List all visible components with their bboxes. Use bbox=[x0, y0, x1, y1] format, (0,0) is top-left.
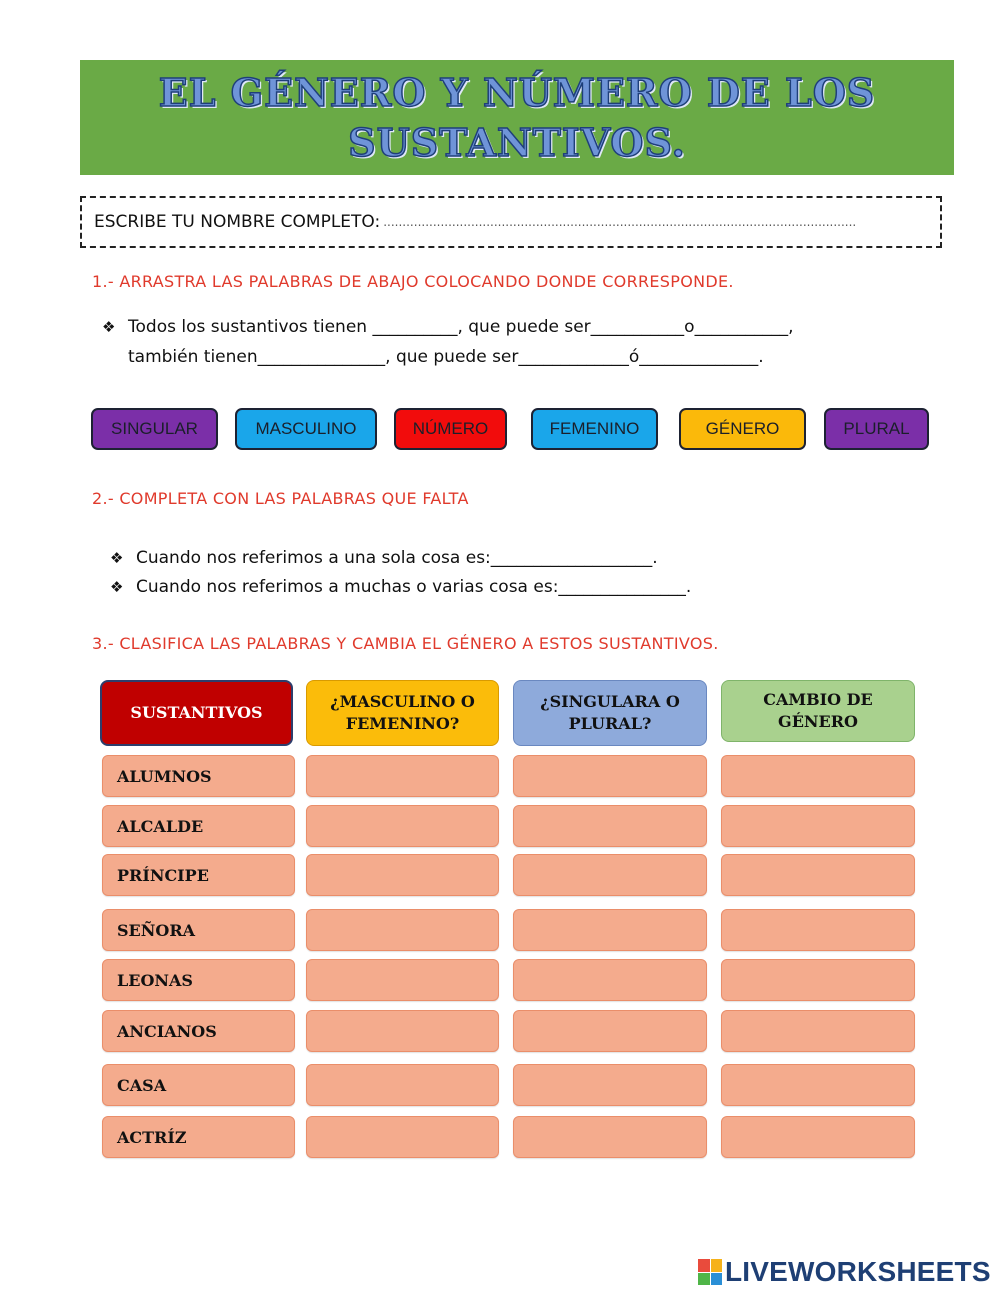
header-cambio-genero: CAMBIO DE GÉNERO bbox=[721, 680, 915, 742]
number-answer-cell[interactable] bbox=[513, 805, 707, 847]
instruction-1: 1.- ARRASTRA LAS PALABRAS DE ABAJO COLOCANDO DONDE CORRESPONDE. bbox=[92, 272, 734, 291]
diamond-bullet-icon: ❖ bbox=[110, 549, 124, 567]
word-chip-genero[interactable]: GÉNERO bbox=[679, 408, 806, 450]
number-answer-cell[interactable] bbox=[513, 959, 707, 1001]
word-chip-numero[interactable]: NÚMERO bbox=[394, 408, 507, 450]
badge-square bbox=[711, 1259, 723, 1272]
fill-line-1-text: Todos los sustantivos tienen __________, que puede ser___________o___________, bbox=[128, 317, 794, 337]
gender-answer-cell[interactable] bbox=[306, 1010, 499, 1052]
word-chip-femenino[interactable]: FEMENINO bbox=[531, 408, 658, 450]
instruction-3: 3.- CLASIFICA LAS PALABRAS Y CAMBIA EL GÉNERO A ESTOS SUSTANTIVOS. bbox=[92, 634, 719, 653]
gender-change-answer-cell[interactable] bbox=[721, 959, 915, 1001]
noun-cell: ACTRÍZ bbox=[102, 1116, 295, 1158]
number-answer-cell[interactable] bbox=[513, 1064, 707, 1106]
title-line-2: SUSTANTIVOS. bbox=[348, 119, 686, 165]
noun-cell: PRÍNCIPE bbox=[102, 854, 295, 896]
word-chip-singular[interactable]: SINGULAR bbox=[91, 408, 218, 450]
gender-answer-cell[interactable] bbox=[306, 755, 499, 797]
name-field[interactable] bbox=[80, 196, 942, 248]
gender-change-answer-cell[interactable] bbox=[721, 909, 915, 951]
title-line-1: EL GÉNERO Y NÚMERO DE LOS bbox=[158, 69, 876, 115]
gender-answer-cell[interactable] bbox=[306, 854, 499, 896]
gender-answer-cell[interactable] bbox=[306, 1064, 499, 1106]
liveworksheets-logo bbox=[698, 1256, 991, 1288]
title-banner bbox=[80, 60, 954, 175]
number-answer-cell[interactable] bbox=[513, 755, 707, 797]
diamond-bullet-icon: ❖ bbox=[102, 318, 116, 336]
noun-cell: LEONAS bbox=[102, 959, 295, 1001]
fill-item-2 bbox=[110, 572, 691, 602]
header-singular-plural: ¿SINGULARA O PLURAL? bbox=[513, 680, 707, 746]
instruction-2: 2.- COMPLETA CON LAS PALABRAS QUE FALTA bbox=[92, 489, 469, 508]
gender-change-answer-cell[interactable] bbox=[721, 1064, 915, 1106]
gender-change-answer-cell[interactable] bbox=[721, 854, 915, 896]
gender-answer-cell[interactable] bbox=[306, 959, 499, 1001]
gender-answer-cell[interactable] bbox=[306, 909, 499, 951]
brand-name: LIVEWORKSHEETS bbox=[725, 1256, 991, 1287]
liveworksheets-badge-icon bbox=[698, 1259, 722, 1285]
diamond-bullet-icon: ❖ bbox=[110, 578, 124, 596]
fill-line-2-text: también tienen_______________, que puede ser_____________ó______________. bbox=[128, 347, 764, 367]
number-answer-cell[interactable] bbox=[513, 854, 707, 896]
fill-item-1 bbox=[110, 543, 658, 573]
fill-item-1-text: Cuando nos referimos a una sola cosa es:___________________. bbox=[136, 548, 658, 568]
noun-cell: SEÑORA bbox=[102, 909, 295, 951]
fill-line-1 bbox=[102, 312, 793, 342]
word-chip-masculino[interactable]: MASCULINO bbox=[235, 408, 377, 450]
fill-item-2-text: Cuando nos referimos a muchas o varias cosa es:_______________. bbox=[136, 577, 692, 597]
noun-cell: ALCALDE bbox=[102, 805, 295, 847]
header-sustantivos: SUSTANTIVOS bbox=[100, 680, 293, 746]
fill-line-2 bbox=[128, 342, 764, 372]
noun-cell: ALUMNOS bbox=[102, 755, 295, 797]
gender-answer-cell[interactable] bbox=[306, 1116, 499, 1158]
badge-square bbox=[698, 1273, 710, 1286]
number-answer-cell[interactable] bbox=[513, 909, 707, 951]
gender-change-answer-cell[interactable] bbox=[721, 1116, 915, 1158]
gender-change-answer-cell[interactable] bbox=[721, 805, 915, 847]
name-dotted-line: ............................................................................................................................ bbox=[383, 215, 857, 229]
name-label: ESCRIBE TU NOMBRE COMPLETO: bbox=[94, 212, 381, 232]
badge-square bbox=[711, 1273, 723, 1286]
number-answer-cell[interactable] bbox=[513, 1116, 707, 1158]
badge-square bbox=[698, 1259, 710, 1272]
header-masculino-femenino: ¿MASCULINO O FEMENINO? bbox=[306, 680, 499, 746]
gender-change-answer-cell[interactable] bbox=[721, 755, 915, 797]
noun-cell: ANCIANOS bbox=[102, 1010, 295, 1052]
gender-answer-cell[interactable] bbox=[306, 805, 499, 847]
noun-cell: CASA bbox=[102, 1064, 295, 1106]
gender-change-answer-cell[interactable] bbox=[721, 1010, 915, 1052]
number-answer-cell[interactable] bbox=[513, 1010, 707, 1052]
word-chip-plural[interactable]: PLURAL bbox=[824, 408, 929, 450]
